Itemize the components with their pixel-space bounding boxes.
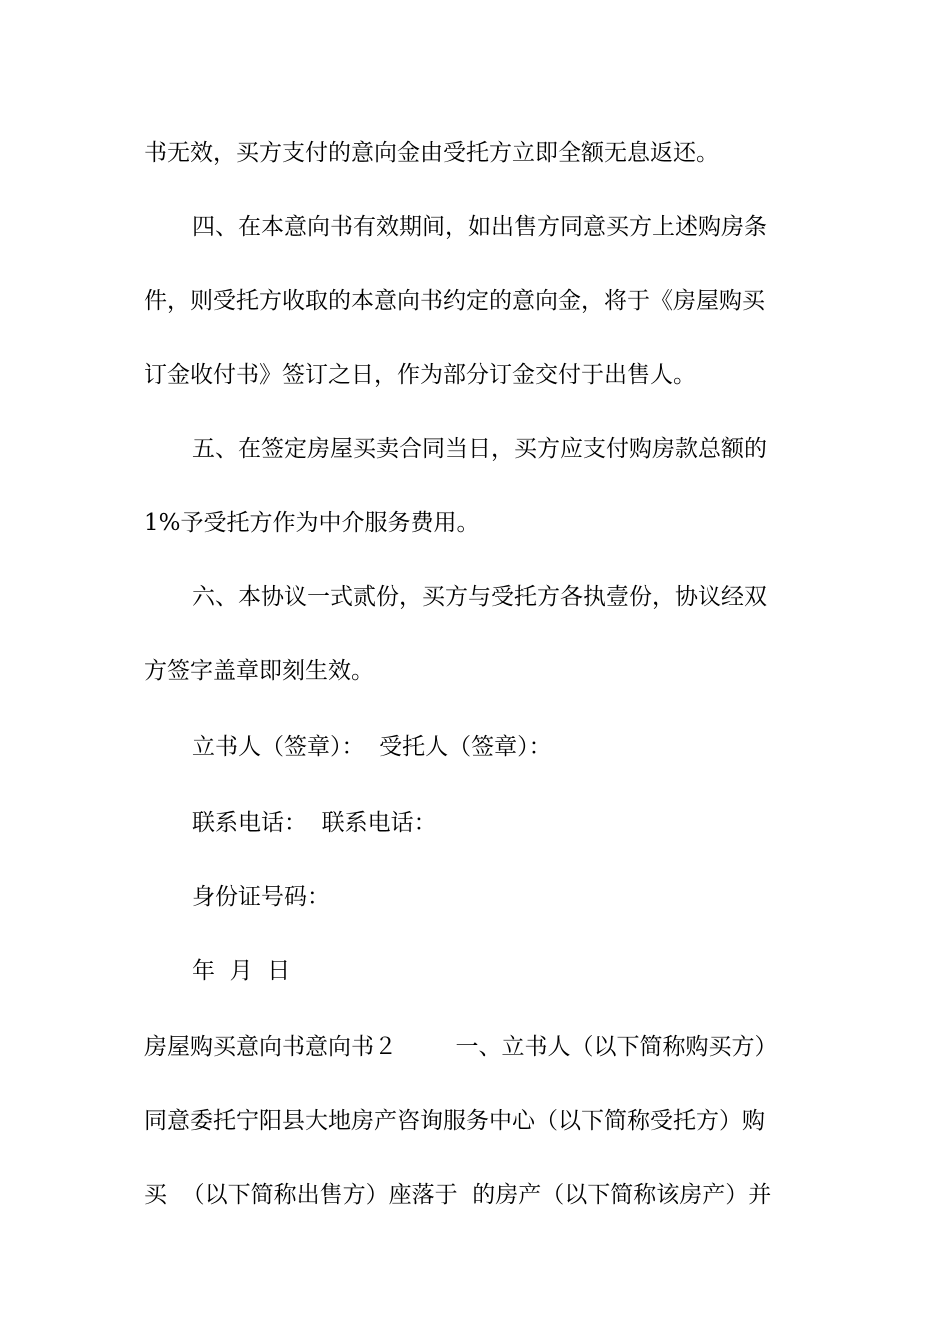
text-line-7: 六、本协议一式贰份，买方与受托方各执壹份，协议经双: [192, 584, 767, 610]
text-line-6: 1%予受托方作为中介服务费用。: [144, 510, 480, 536]
text-line-2: 四、在本意向书有效期间，如出售方同意买方上述购房条: [192, 214, 767, 240]
text-line-13: 房屋购买意向书意向书２ 一、立书人（以下简称购买方）: [144, 1034, 778, 1060]
id-number-line: 身份证号码：: [192, 884, 330, 910]
phone-line: 联系电话： 联系电话：: [192, 810, 437, 836]
text-line-8: 方签字盖章即刻生效。: [144, 658, 374, 684]
text-line-1: 书无效，买方支付的意向金由受托方立即全额无息返还。: [144, 140, 719, 166]
text-line-3: 件，则受托方收取的本意向书约定的意向金，将于《房屋购买: [144, 288, 765, 314]
text-line-4: 订金收付书》签订之日，作为部分订金交付于出售人。: [144, 362, 696, 388]
signature-line: 立书人（签章）： 受托人（签章）：: [192, 734, 552, 760]
text-line-5: 五、在签定房屋买卖合同当日，买方应支付购房款总额的: [192, 436, 767, 462]
text-line-14: 同意委托宁阳县大地房产咨询服务中心（以下简称受托方）购: [144, 1108, 765, 1134]
date-line: 年 月 日: [192, 958, 291, 984]
text-line-15: 买 （以下简称出售方）座落于 的房产（以下简称该房产）并: [144, 1182, 772, 1208]
